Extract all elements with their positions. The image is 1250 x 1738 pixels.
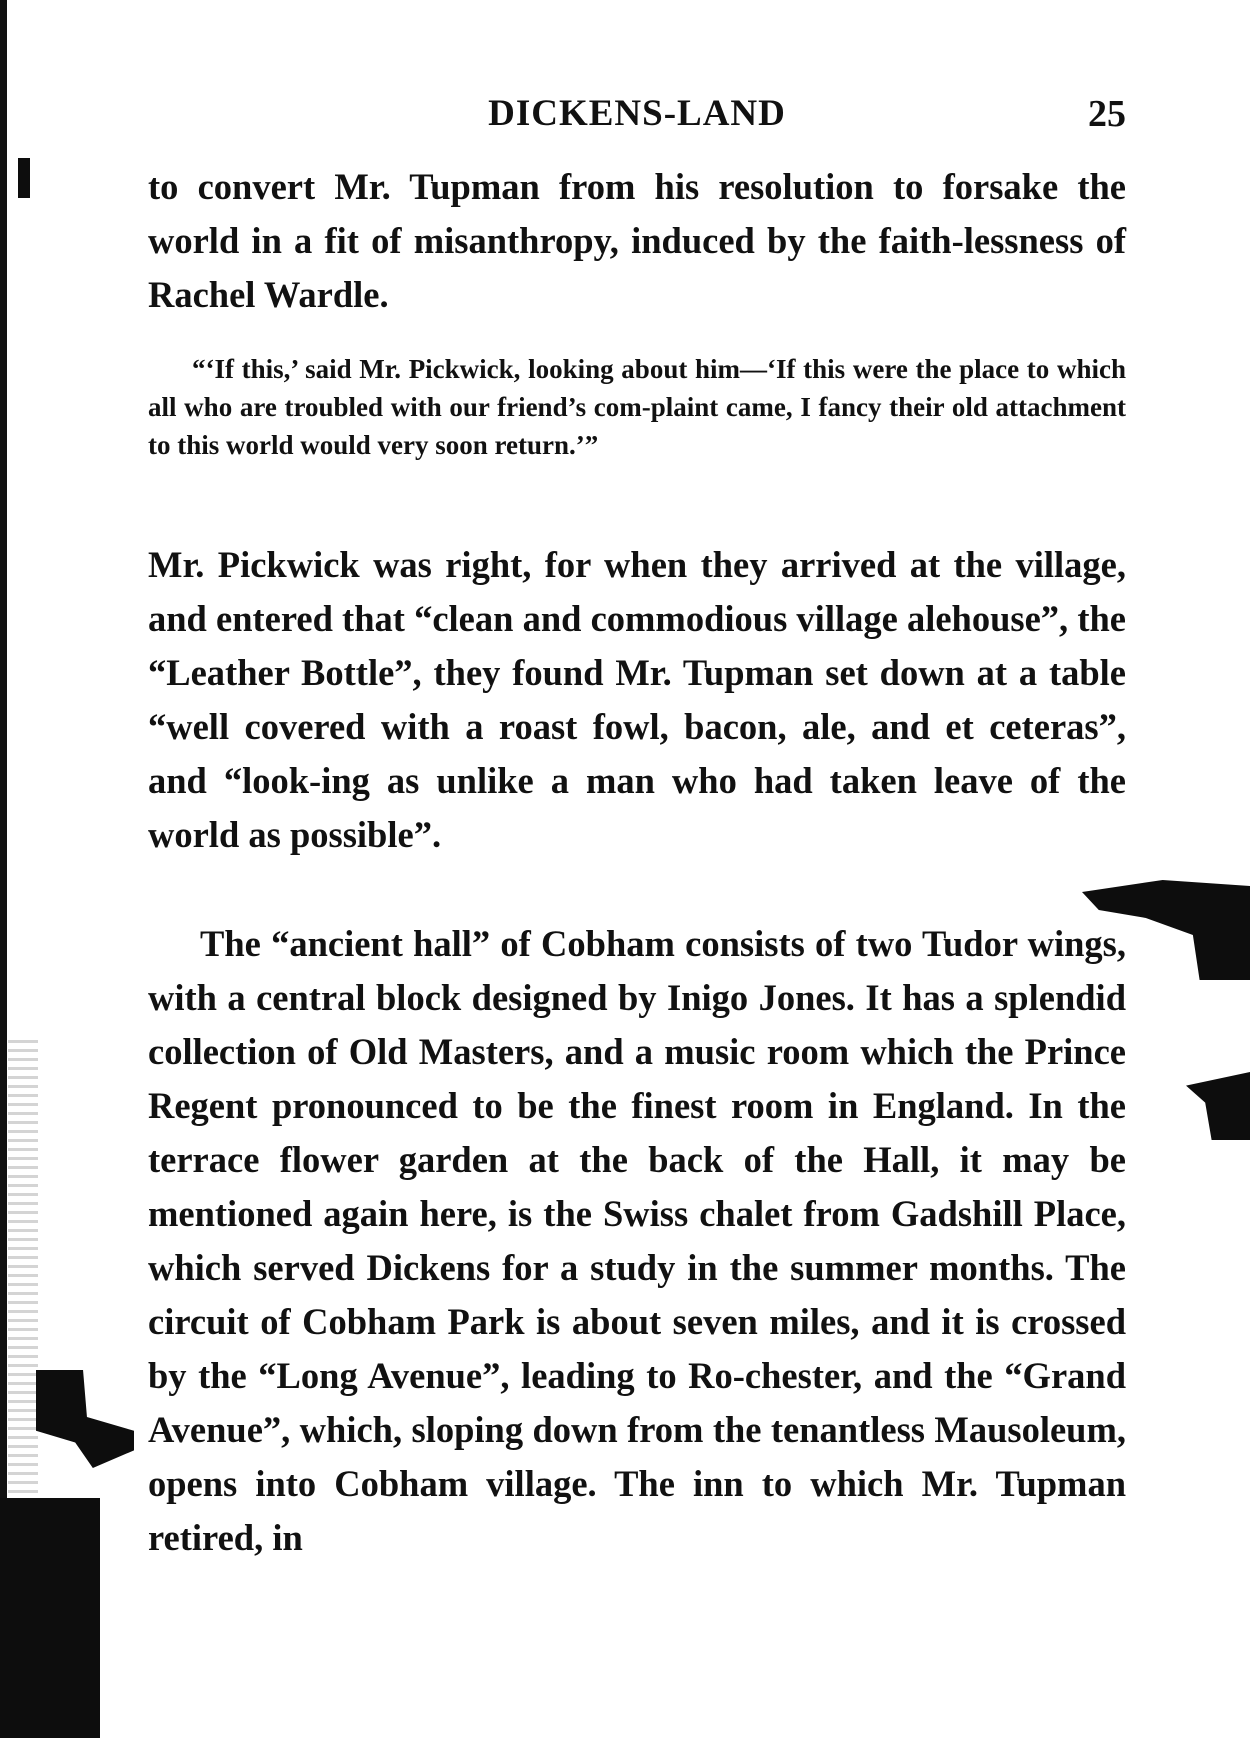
paragraph-1: to convert Mr. Tupman from his resolution to forsake the world in a fit of misanthropy, induced by the faith-lessness of Rachel Wardle. — [148, 166, 1126, 315]
paragraph-3: The “ancient hall” of Cobham consists of two Tudor wings, with a central block designed by Inigo Jones. It has a splendid collection of Old Masters, and a music room which the Prince Regent pronounced to be the finest room in England. In the terrace flower garden at the back of the Hall, it may be mentioned again here, is the Swiss chalet from Gadshill Place, which served Dickens for a study in the summer months. The circuit of Cobham Park is about seven miles, and it is crossed by the “Long Avenue”, leading to Ro-chester, and the “Grand Avenue”, which, sloping down from the tenantless Mausoleum, opens into Cobham village. The inn to which Mr. Tupman retired, in — [148, 923, 1126, 1558]
paragraph-2: Mr. Pickwick was right, for when they arrived at the village, and entered that “clean and commodious village alehouse”, the “Leather Bottle”, they found Mr. Tupman set down at a table “well covered with a roast fowl, bacon, ale, and et ceteras”, and “look-ing as unlike a man who had taken leave of the world as possible”. — [148, 544, 1126, 855]
ink-blot-left-middle — [36, 1370, 134, 1468]
page-number: 25 — [1088, 93, 1126, 135]
ink-blot-left-top — [18, 158, 30, 198]
binding-edge — [0, 0, 7, 1738]
scan-speckle — [8, 1040, 38, 1560]
quotation-block: “‘If this,’ said Mr. Pickwick, looking about him—‘If this were the place to which all who are troubled with our friend’s com-plaint came, I fancy their old attachment to this world would very soon return.’” — [148, 354, 1126, 460]
running-title: DICKENS-LAND — [488, 93, 786, 134]
ink-blot-left-bottom — [0, 1498, 100, 1738]
page-header — [148, 92, 1126, 142]
ink-blot-right-lower — [1186, 1072, 1250, 1140]
